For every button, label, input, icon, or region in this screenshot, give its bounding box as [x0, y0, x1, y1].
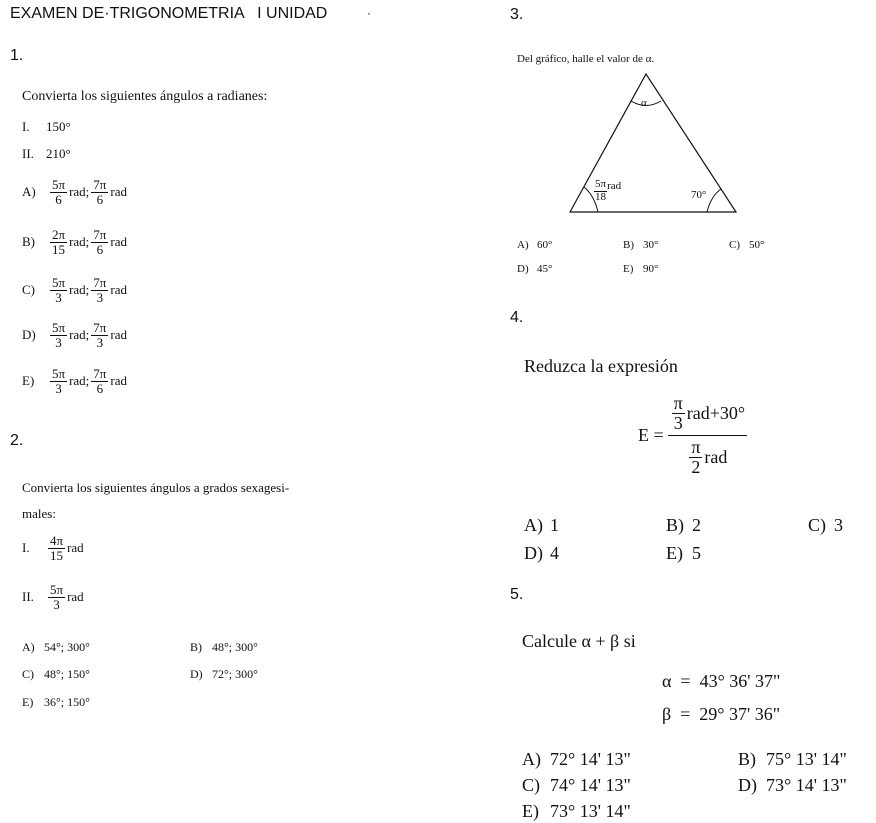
q2-item-1-label: I. [22, 540, 30, 556]
q2-option-d-label: D) [190, 667, 203, 681]
q4-num-rest: rad+30° [686, 402, 746, 423]
q2-option-e[interactable] [22, 695, 90, 710]
q4-option-b[interactable] [666, 515, 701, 536]
q5-option-e[interactable] [522, 801, 631, 822]
q1-a-end: rad [110, 184, 127, 200]
q5-option-e-value: 73° 13' 14" [550, 801, 631, 821]
q3-option-b-label: B) [623, 239, 634, 251]
q4-option-b-value: 2 [692, 515, 701, 535]
q5-option-b-value: 75° 13' 14" [766, 749, 847, 769]
q3-option-a-value: 60° [537, 239, 553, 251]
q2-item-2 [22, 583, 84, 611]
q3-option-a[interactable] [517, 239, 552, 251]
q1-c-end: rad [110, 282, 127, 298]
q1-c-f2-den: 3 [96, 289, 104, 305]
q4-option-d-label: D) [524, 543, 543, 563]
q3-option-d-value: 45° [537, 263, 553, 275]
q4-numerator [668, 394, 747, 436]
q2-option-a-label: A) [22, 640, 35, 654]
q1-d-f2-num: 7π [93, 320, 107, 335]
q2-prompt-line2: males: [22, 506, 56, 521]
q3-option-e-label: E) [623, 263, 634, 275]
q2-item-2-label: II. [22, 589, 34, 605]
q4-number: 4. [510, 309, 524, 326]
q1-c-f2-num: 7π [93, 275, 107, 290]
q2-option-a-value: 54°; 300° [44, 640, 90, 654]
q1-number: 1. [10, 47, 24, 64]
q2-option-e-label: E) [22, 695, 34, 709]
q1-b-end: rad [110, 234, 127, 250]
q3-option-e-value: 90° [643, 263, 659, 275]
q3-left-num: 5π [595, 178, 607, 190]
q3-option-e[interactable] [623, 263, 658, 275]
q1-item-1-label: I. [22, 119, 30, 134]
q1-c-f1-num: 5π [52, 275, 66, 290]
q2-option-b-value: 48°; 300° [212, 640, 258, 654]
q1-d-mid: rad; [69, 327, 90, 343]
q4-den-2: 2 [691, 456, 701, 477]
q1-d-f1-den: 3 [55, 334, 62, 350]
q3-alpha-label: α [641, 97, 647, 109]
q5-option-d-value: 73° 14' 13" [766, 775, 847, 795]
q4-den-rest: rad [704, 446, 728, 467]
q1-e-f2-den: 6 [96, 380, 104, 396]
q4-option-a-value: 1 [550, 515, 559, 535]
q1-a-f1-den: 6 [55, 191, 62, 207]
q5-option-c[interactable] [522, 775, 631, 796]
q4-option-c-label: C) [808, 515, 826, 535]
q4-option-b-label: B) [666, 515, 684, 535]
q2-option-b-label: B) [190, 640, 202, 654]
q1-prompt: Convierta los siguientes ángulos a radianes: [22, 89, 268, 104]
q2-item-1-den: 15 [50, 547, 64, 563]
q2-number: 2. [10, 432, 24, 449]
q1-b-f1-num: 2π [52, 227, 66, 242]
q4-den-pi: π [691, 436, 701, 457]
q2-option-d[interactable] [190, 667, 258, 682]
q3-option-d-label: D) [517, 263, 529, 275]
q2-option-b[interactable] [190, 640, 258, 655]
q5-option-d-label: D) [738, 775, 757, 795]
q2-option-e-value: 36°; 150° [44, 695, 90, 709]
q1-option-d-label: D) [22, 327, 36, 343]
q5-option-c-label: C) [522, 775, 540, 795]
q4-prompt: Reduzca la expresión [524, 356, 678, 376]
q4-option-c-value: 3 [834, 515, 843, 535]
q1-option-b-label: B) [22, 234, 35, 250]
q1-option-a[interactable] [22, 178, 127, 206]
q1-e-f1-num: 5π [52, 366, 66, 381]
q2-option-a[interactable] [22, 640, 90, 655]
q4-option-a-label: A) [524, 515, 543, 535]
q1-option-a-label: A) [22, 184, 36, 200]
q1-e-end: rad [110, 373, 127, 389]
q1-b-f2-num: 7π [93, 227, 107, 242]
q2-item-2-unit: rad [67, 589, 84, 605]
q1-d-f1-num: 5π [52, 320, 66, 335]
q1-item-2-value: 210° [46, 146, 71, 161]
right-angle-arc [707, 189, 721, 212]
q1-option-c-label: C) [22, 282, 35, 298]
q1-b-f2-den: 6 [96, 241, 104, 257]
q1-item-2 [22, 146, 71, 162]
header-dot: · [367, 6, 371, 20]
q1-a-mid: rad; [69, 184, 90, 200]
q3-option-c[interactable] [729, 239, 764, 251]
q2-option-c-label: C) [22, 667, 34, 681]
q3-left-angle [594, 179, 621, 203]
q5-prompt: Calcule α + β si [522, 631, 636, 651]
q3-left-unit: rad [607, 180, 622, 193]
q4-option-c[interactable] [808, 515, 843, 536]
q5-number: 5. [510, 586, 524, 603]
q5-equation-beta: β = 29° 37' 36" [662, 704, 781, 724]
q1-a-f2-num: 7π [93, 177, 107, 192]
q3-left-den: 18 [595, 190, 607, 203]
q1-c-f1-den: 3 [55, 289, 62, 305]
q5-option-a-value: 72° 14' 13" [550, 749, 631, 769]
q1-option-c[interactable] [22, 276, 127, 304]
q5-option-a[interactable] [522, 749, 631, 770]
q4-main-fraction [668, 394, 747, 477]
q3-option-c-value: 50° [749, 239, 765, 251]
q3-prompt: Del gráfico, halle el valor de α. [517, 53, 655, 65]
q5-option-c-value: 74° 14' 13" [550, 775, 631, 795]
q1-c-mid: rad; [69, 282, 90, 298]
q3-option-c-label: C) [729, 239, 740, 251]
q1-item-1-value: 150° [46, 119, 71, 134]
q3-number: 3. [510, 6, 524, 23]
q4-num-3: 3 [673, 412, 683, 433]
q5-equation-alpha: α = 43° 36' 37" [662, 671, 781, 691]
page-title: EXAMEN DE·TRIGONOMETRIA I UNIDAD [10, 5, 328, 22]
q3-option-a-label: A) [517, 239, 529, 251]
q1-e-mid: rad; [69, 373, 90, 389]
q1-d-end: rad [110, 327, 127, 343]
q4-option-d-value: 4 [550, 543, 559, 563]
q2-option-c[interactable] [22, 667, 90, 682]
q4-option-d[interactable] [524, 543, 559, 564]
q2-item-1 [22, 534, 84, 562]
q3-right-angle: 70° [691, 189, 707, 201]
q1-item-2-label: II. [22, 146, 34, 161]
q4-option-e-label: E) [666, 543, 683, 563]
triangle-figure [560, 68, 750, 218]
q4-option-a[interactable] [524, 515, 559, 536]
q1-b-f1-den: 15 [52, 241, 66, 257]
q3-option-b[interactable] [623, 239, 658, 251]
q2-item-2-den: 3 [53, 596, 60, 612]
q5-option-a-label: A) [522, 749, 541, 769]
q4-num-pi: π [673, 393, 683, 413]
q1-option-e-label: E) [22, 373, 35, 389]
q2-prompt-line1: Convierta los siguientes ángulos a grados sexagesi- [22, 480, 290, 495]
q1-e-f1-den: 3 [55, 380, 62, 396]
q1-option-e[interactable] [22, 367, 127, 395]
q4-option-e-value: 5 [692, 543, 701, 563]
q1-d-f2-den: 3 [96, 334, 104, 350]
q4-expression [638, 394, 747, 477]
q3-option-b-value: 30° [643, 239, 659, 251]
q1-e-f2-num: 7π [93, 366, 107, 381]
q5-option-b-label: B) [738, 749, 756, 769]
q4-option-e[interactable] [666, 543, 701, 564]
q1-b-mid: rad; [69, 234, 90, 250]
q1-a-f2-den: 6 [96, 191, 104, 207]
q5-option-b[interactable] [738, 749, 847, 770]
q2-item-1-unit: rad [67, 540, 84, 556]
q2-option-d-value: 72°; 300° [212, 667, 258, 681]
q1-item-1 [22, 119, 71, 135]
q4-lhs: E = [638, 424, 664, 445]
q1-option-b[interactable] [22, 228, 127, 256]
q2-item-2-num: 5π [50, 582, 64, 597]
q2-item-1-num: 4π [50, 533, 64, 548]
q2-option-c-value: 48°; 150° [44, 667, 90, 681]
q1-a-f1-num: 5π [52, 177, 66, 192]
q1-option-d[interactable] [22, 321, 127, 349]
q5-option-e-label: E) [522, 801, 539, 821]
q4-denominator [685, 436, 729, 477]
q5-option-d[interactable] [738, 775, 847, 796]
q3-option-d[interactable] [517, 263, 552, 275]
